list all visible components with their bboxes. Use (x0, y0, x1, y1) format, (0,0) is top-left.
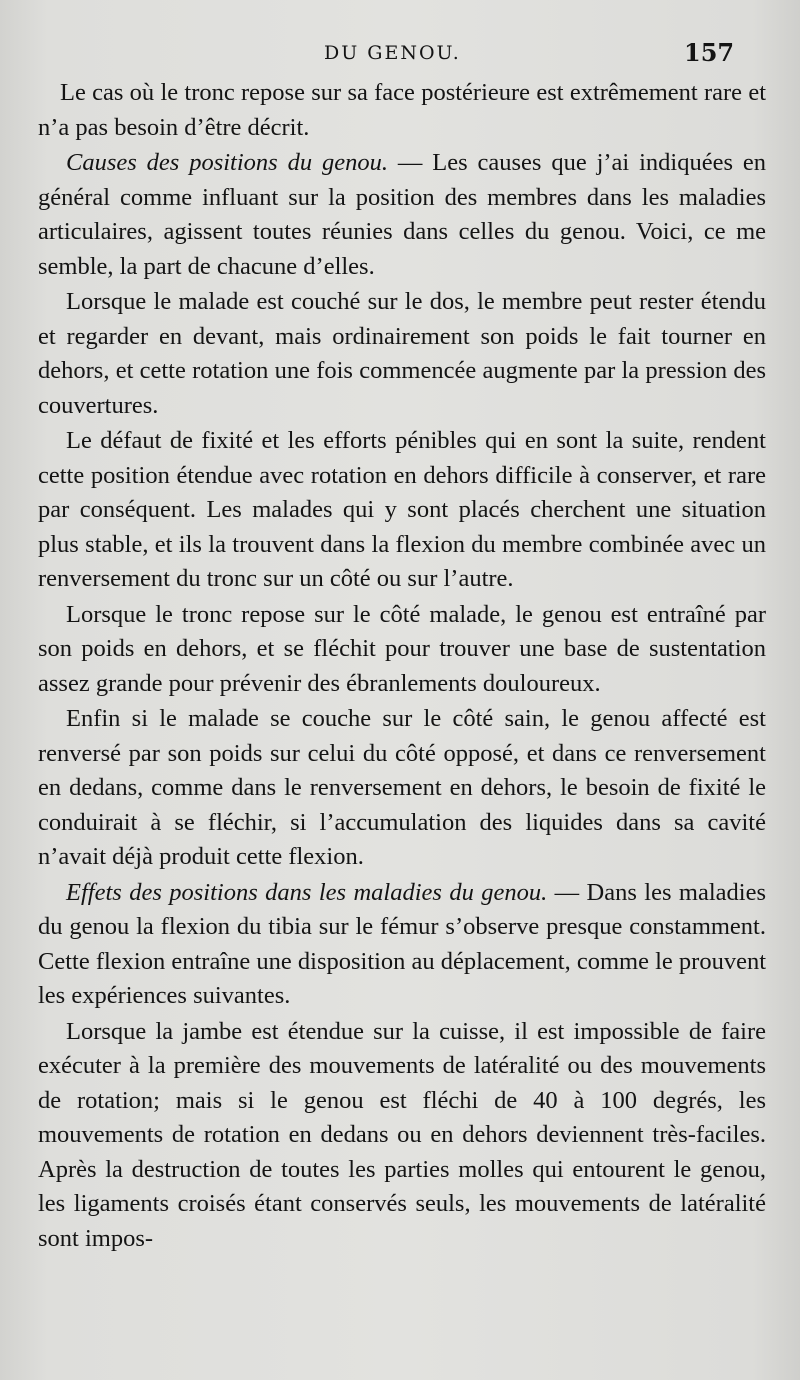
paragraph (38, 876, 766, 1014)
paragraph-text: Lorsque la jambe est étendue sur la cuisse, il est impossible de faire exécuter à la première des mouvements de latéralité ou des mouvements de rotation; mais si le genou est fléchi de 40 à 100 degrés, les mouvements de rotation en dedans ou en dehors deviennent très-faciles. Après la destruction de toutes les parties molles qui entourent le genou, les ligaments croisés étant conservés seuls, les mouvements de latéralité sont impos- (38, 1017, 766, 1252)
paragraph (38, 1015, 766, 1257)
paragraph-text: Le cas où le tronc repose sur sa face postérieure est extrêmement rare et n’a pas besoin d’être décrit. (38, 79, 766, 141)
paragraph-text: Lorsque le malade est couché sur le dos, le membre peut rester étendu et regarder en devant, mais ordinairement son poids le fait tourner en dehors, et cette rotation une fois commencée augmente par la pression des couvertures. (38, 288, 766, 419)
paragraph-text: Enfin si le malade se couche sur le côté sain, le genou affecté est renversé par son poids sur celui du côté opposé, et dans ce renversement en dedans, comme dans le renversement en dehors, le besoin de fixité le conduirait à se fléchir, si l’accumulation des liquides dans sa cavité n’avait déjà produit cette flexion. (38, 705, 766, 870)
paragraph (38, 598, 766, 702)
paragraph-text: — Les causes que j’ai indiquées en général comme influant sur la position des membres dans les maladies articulaires, agissent toutes réunies dans celles du genou. Voici, ce me semble, la part de chacune d’elles. (38, 149, 767, 280)
paragraph (38, 76, 766, 145)
page-number: 157 (684, 38, 735, 67)
body-text (38, 76, 766, 1256)
paragraph-text: — Dans les maladies du genou la flexion du tibia sur le fémur s’observe presque constamment. Cette flexion entraîne une disposition au déplacement, comme le prouvent les expériences suivantes. (38, 878, 766, 1009)
paragraph (38, 424, 766, 597)
paragraph (38, 146, 766, 284)
paragraph (38, 702, 766, 875)
running-header (0, 38, 800, 68)
paragraph (38, 285, 766, 423)
paragraph-text: Le défaut de fixité et les efforts pénibles qui en sont la suite, rendent cette position étendue avec rotation en dehors difficile à conserver, et rare par conséquent. Les malades qui y sont placés cherchent une situation plus stable, et ils la trouvent dans la flexion du membre combinée avec un renversement du tronc sur un côté ou sur l’autre. (38, 427, 766, 592)
paragraph-text: Lorsque le tronc repose sur le côté malade, le genou est entraîné par son poids en dehors, et se fléchit pour trouver une base de sustentation assez grande pour prévenir des ébranlements douloureux. (38, 600, 766, 697)
section-heading: Effets des positions dans les maladies du genou. (66, 878, 548, 906)
running-title: DU GENOU. (324, 42, 461, 64)
section-heading: Causes des positions du genou. (66, 149, 388, 176)
